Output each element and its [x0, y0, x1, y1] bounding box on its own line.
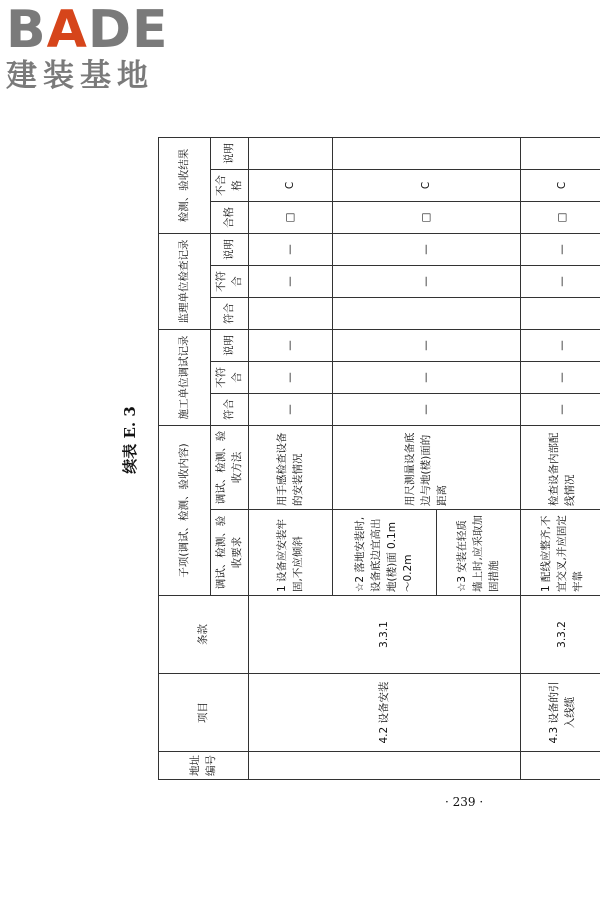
- header-c-nonconform: 不符合: [211, 362, 249, 394]
- cell-method: 用手感检查设备的安装情况: [248, 426, 332, 510]
- header-r-note: 说明: [211, 138, 249, 170]
- bade-logo: [6, 0, 176, 96]
- header-fail: 不合格: [211, 170, 249, 202]
- header-supervision: 监理单位检查记录: [159, 234, 211, 330]
- cell-item: 4.3 设备的引入线缆: [520, 674, 600, 752]
- cell-s-conform: [520, 298, 600, 330]
- cell-addr: [520, 752, 600, 780]
- cell-c-conform: —: [248, 394, 332, 426]
- cell-fail: C: [332, 170, 520, 202]
- header-addr: 地址编号: [159, 752, 249, 780]
- header-req: 调试、检测、验收要求: [211, 510, 249, 596]
- cell-s-note: —: [248, 234, 332, 266]
- cell-method: 检查设备内部配线情况: [520, 426, 600, 510]
- logo-brand: BADE: [6, 0, 169, 60]
- inspection-table: [158, 137, 600, 780]
- cell-c-note: —: [332, 330, 520, 362]
- cell-clause: 3.3.2: [520, 596, 600, 674]
- header-construction: 施工单位调试记录: [159, 330, 211, 426]
- rotated-page: [110, 100, 585, 780]
- cell-req: ☆3 安装在轻质墙上时,应采取加固措施: [436, 510, 520, 596]
- cell-c-nonconform: —: [248, 362, 332, 394]
- cell-req: ☆2 落地安装时,设备底边宜高出地(楼)面 0.1m～0.2m: [332, 510, 436, 596]
- cell-r-note: [332, 138, 520, 170]
- cell-pass: □: [332, 202, 520, 234]
- header-method: 调试、检测、验收方法: [211, 426, 249, 510]
- header-item: 项目: [159, 674, 249, 752]
- cell-c-nonconform: —: [332, 362, 520, 394]
- cell-c-conform: —: [332, 394, 520, 426]
- cell-fail: C: [520, 170, 600, 202]
- cell-c-nonconform: —: [520, 362, 600, 394]
- cell-s-nonconform: —: [248, 266, 332, 298]
- cell-req: 1 设备应安装牢固,不应倾斜: [248, 510, 332, 596]
- cell-c-note: —: [248, 330, 332, 362]
- header-c-conform: 符合: [211, 394, 249, 426]
- table-caption: 续表 E. 3: [121, 406, 139, 474]
- cell-s-nonconform: —: [332, 266, 520, 298]
- cell-s-conform: [248, 298, 332, 330]
- header-c-note: 说明: [211, 330, 249, 362]
- cell-r-note: [248, 138, 332, 170]
- cell-s-note: —: [520, 234, 600, 266]
- page-number: · 239 ·: [445, 795, 484, 809]
- header-result: 检测、验收结果: [159, 138, 211, 234]
- header-s-nonconform: 不符合: [211, 266, 249, 298]
- header-sub: 子项(调试、检测、验收内容): [159, 426, 211, 596]
- cell-method: 用尺测量设备底边与地(楼)面的距离: [332, 426, 520, 510]
- header-pass: 合格: [211, 202, 249, 234]
- logo-subtitle: 建装基地: [6, 58, 154, 94]
- cell-s-nonconform: —: [520, 266, 600, 298]
- cell-s-note: —: [332, 234, 520, 266]
- header-s-conform: 符合: [211, 298, 249, 330]
- cell-clause: 3.3.1: [248, 596, 520, 674]
- cell-pass: □: [248, 202, 332, 234]
- cell-fail: C: [248, 170, 332, 202]
- cell-addr: [248, 752, 520, 780]
- cell-s-conform: [332, 298, 520, 330]
- cell-c-conform: —: [520, 394, 600, 426]
- cell-c-note: —: [520, 330, 600, 362]
- cell-r-note: [520, 138, 600, 170]
- cell-req: 1 配线应整齐,不宜交叉,并应固定牢靠: [520, 510, 600, 596]
- header-clause: 条款: [159, 596, 249, 674]
- header-s-note: 说明: [211, 234, 249, 266]
- cell-pass: □: [520, 202, 600, 234]
- cell-item: 4.2 设备安装: [248, 674, 520, 752]
